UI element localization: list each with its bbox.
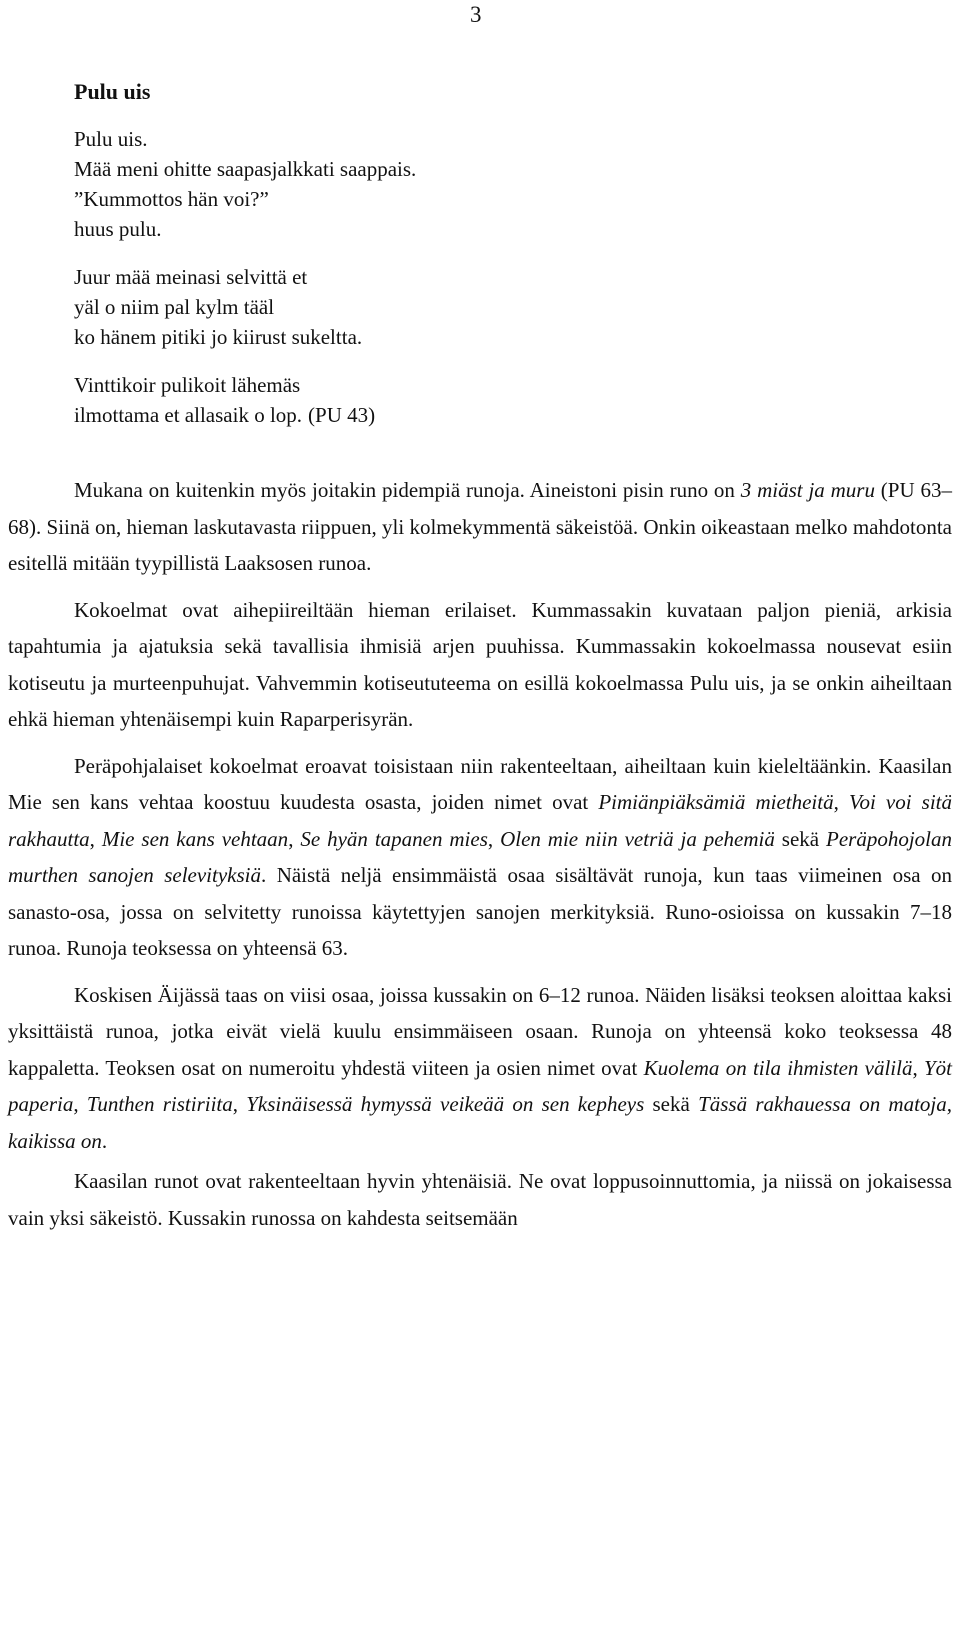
text-run: , bbox=[912, 1055, 924, 1080]
text-run: Mukana on kuitenkin myös joitakin pidempiä runoja. Aineistoni pisin runo on bbox=[74, 478, 741, 502]
text-run: , bbox=[288, 826, 301, 851]
paragraph-kaasila-form bbox=[8, 1163, 952, 1236]
section-title: Yksinäisessä hymyssä veikeää on sen kepheys bbox=[246, 1092, 645, 1116]
text-run: (PU 63–68). Siinä on, hieman laskutavasta riippuen, yli kolmekymmentä säkeistöä. Onkin oikeastaan melko mahdotonta esitellä mitään tyypillistä Laaksosen runoa. bbox=[8, 478, 952, 575]
section-title: Yöt paperia bbox=[8, 1055, 953, 1116]
poem-collection-heading: Pulu uis bbox=[74, 79, 151, 104]
text-run: sekä bbox=[644, 1092, 699, 1116]
poem-line: Juur mää meinasi selvittä et bbox=[74, 265, 308, 289]
poem-line: yäl o niim pal kylm tääl bbox=[74, 295, 275, 319]
section-title: Se hyän tapanen mies bbox=[300, 826, 488, 851]
page-content bbox=[8, 72, 952, 1246]
text-run: , bbox=[487, 826, 501, 851]
text-run: . bbox=[101, 1128, 108, 1153]
poem-stanza bbox=[74, 124, 952, 244]
paragraph-kaasila-structure bbox=[8, 748, 952, 967]
text-run: Kokoelmat ovat aihepiireiltään hieman erilaiset. Kummassakin kuvataan paljon pieniä, arkisia tapahtumia ja ajatuksia sekä tavallisia ihmisiä arjen puuhissa. Kummassakin kokoelmassa nousevat esiin kotiseutu ja murteenpuhujat. Vahvemmin kotiseututeema on esillä kokoelmassa Pulu uis, ja se onkin aiheiltaan ehkä hieman yhtenäisempi kuin Raparperisyrän. bbox=[8, 597, 952, 731]
section-title: Pimiänpiäksämiä mietheitä bbox=[598, 790, 834, 814]
poem-line: ”Kummottos hän voi?” bbox=[74, 187, 269, 211]
paragraph-longer-poems bbox=[8, 472, 952, 582]
section-title: Kuolema on tila ihmisten välilä bbox=[643, 1055, 913, 1080]
paragraph-collection-themes bbox=[8, 592, 952, 738]
text-run: Kaasilan runot ovat rakenteeltaan hyvin yhtenäisiä. Ne ovat loppusoinnuttomia, ja niissä on jokaisessa vain yksi säkeistö. Kussakin runossa on kahdesta seitsemään bbox=[8, 1169, 952, 1230]
body-text bbox=[8, 472, 952, 1236]
text-run: Koskisen Äijässä taas on viisi osaa, joissa kussakin on 6–12 runoa. Näiden lisäksi teoksen aloittaa kaksi yksittäistä runoa, jotka eivät vielä kuulu ensimmäiseen osaan. Runoja on yhteensä koko teoksessa 48 kappaletta. Teoksen osat on numeroitu yhdestä viiteen ja osien nimet ovat bbox=[8, 982, 952, 1080]
poem-line: Vinttikoir pulikoit lähemäs bbox=[74, 373, 301, 397]
poem-line: ko hänem pitiki jo kiirust sukeltta. bbox=[74, 325, 363, 349]
text-run: sekä bbox=[774, 826, 827, 851]
poem-citation: (PU 43) bbox=[308, 403, 376, 427]
page-number: 3 bbox=[470, 2, 482, 27]
poem-line-text: ilmottama et allasaik o lop. bbox=[74, 403, 303, 427]
paragraph-koskinen-structure bbox=[8, 977, 952, 1160]
text-run: Peräpohjalaiset kokoelmat eroavat toisistaan niin rakenteeltaan, aiheiltaan kuin kieleltäänkin. Kaasilan Mie sen kans vehtaa koostuu kuudesta osasta, joiden nimet ovat bbox=[8, 753, 952, 814]
section-title: Tunthen ristiriita bbox=[86, 1092, 233, 1116]
section-title: Tässä rakhauessa on matoja, kaikissa on bbox=[8, 1092, 953, 1153]
poem-line: Pulu uis. bbox=[74, 127, 148, 151]
poem-stanza bbox=[74, 262, 952, 352]
text-run: , bbox=[89, 826, 102, 851]
poem-line: Mää meni ohitte saapasjalkkati saappais. bbox=[74, 157, 417, 181]
poem-excerpt bbox=[74, 124, 952, 430]
poem-title: 3 miäst ja muru bbox=[740, 478, 875, 502]
text-run: , bbox=[833, 790, 849, 814]
poem-stanza bbox=[74, 370, 952, 430]
section-title: Peräpohojolan murthen sanojen selevityksiä bbox=[8, 826, 953, 887]
section-title: Voi voi sitä rakhautta bbox=[8, 790, 953, 851]
section-title: Mie sen kans vehtaan bbox=[101, 826, 289, 851]
section-title: Olen mie niin vetriä ja pehemiä bbox=[500, 826, 775, 851]
poem-line bbox=[74, 400, 952, 430]
text-run: . Näistä neljä ensimmäistä osaa sisältävät runoja, kun taas viimeinen osa on sanasto-osa, jossa on selvitetty runoissa käytettyjen sanojen merkityksiä. Runo-osioissa on kussakin 7–18 runoa. Runoja teoksessa on yhteensä 63. bbox=[8, 863, 953, 960]
text-run: , bbox=[73, 1092, 87, 1116]
poem-line: huus pulu. bbox=[74, 217, 162, 241]
text-run: , bbox=[232, 1092, 247, 1116]
